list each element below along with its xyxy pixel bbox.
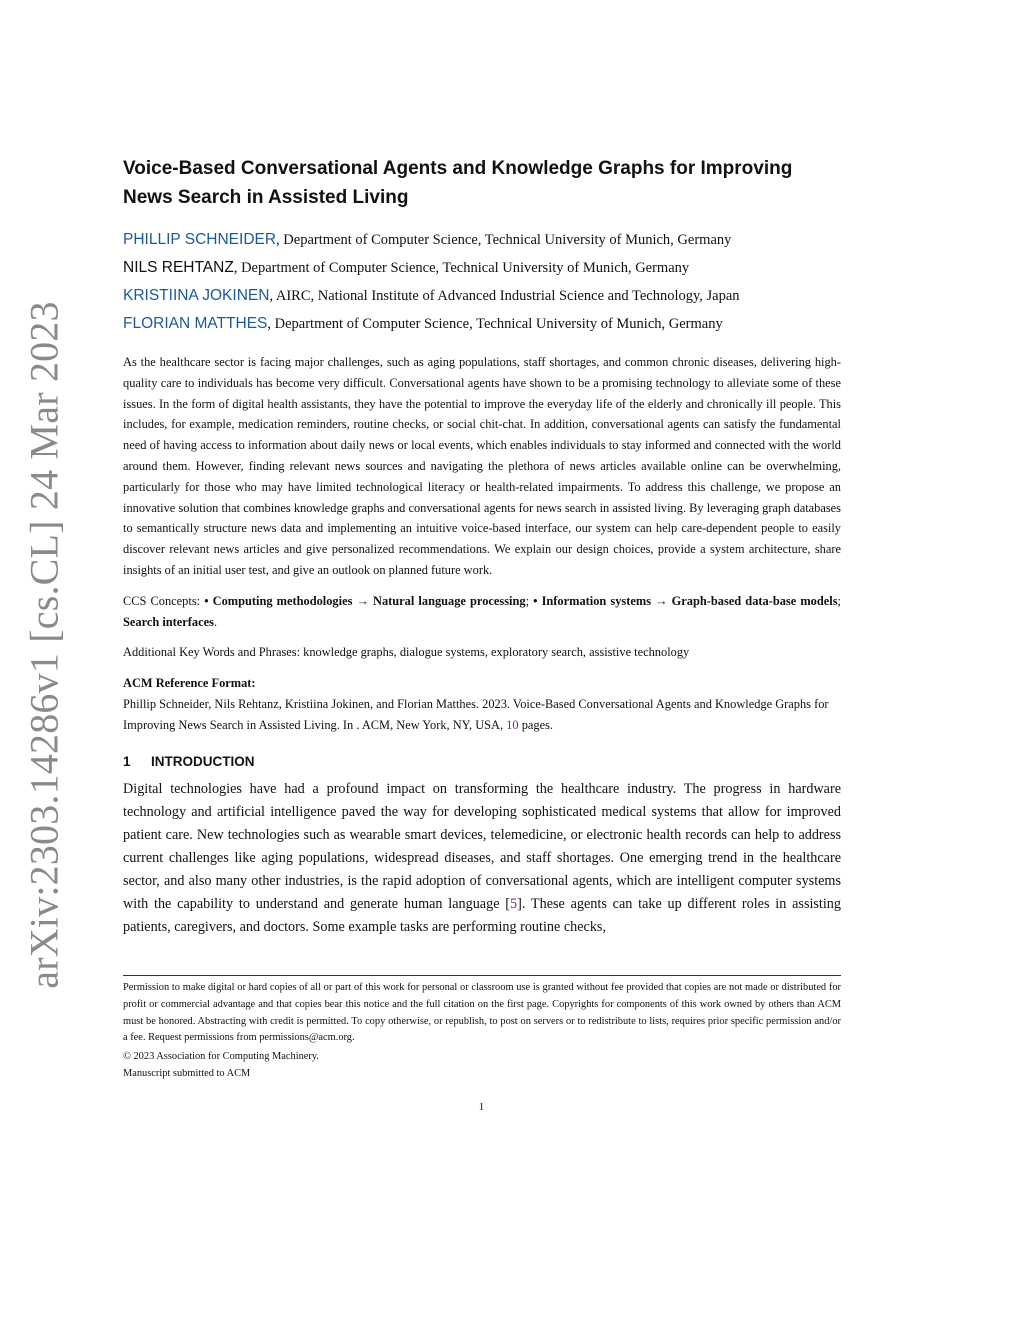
ccs-arrow: → bbox=[352, 593, 374, 608]
manuscript-notice: Manuscript submitted to ACM bbox=[123, 1067, 251, 1079]
permission-notice: Permission to make digital or hard copies of all or part of this work for personal or classroom use is granted without fee provided that copies are not made or distributed for profit or commercial advantage and that copies bear this notice and the full citation on the first page. Copyrights for components of this work owned by others than ACM must be honored. Abstracting with credit is permitted. To copy otherwise, or republish, to post on servers or to redistribute to lists, requires prior specific permission and/or a fee. Request permissions from permissions@acm.org. bbox=[123, 982, 841, 1044]
copyright-notice: © 2023 Association for Computing Machinery. bbox=[123, 1051, 319, 1063]
section-heading bbox=[123, 752, 841, 772]
paper-title-line-1: Voice-Based Conversational Agents and Knowledge Graphs for Improving bbox=[123, 158, 793, 179]
reference-format-heading: ACM Reference Format: bbox=[123, 676, 256, 691]
arxiv-identifier-stamp: arXiv:2303.14286v1 [cs.CL] 24 Mar 2023 bbox=[21, 301, 67, 989]
ccs-label: CCS Concepts: bbox=[123, 593, 205, 608]
author-affiliation: , Department of Computer Science, Technical University of Munich, Germany bbox=[267, 316, 723, 332]
intro-text: Digital technologies have had a profound impact on transforming the healthcare industry. The progress in hardware technology and artificial intelligence paved the way for developing sophisticated medical systems that allow for improved patient care. New technologies such as wearable smart devices, telemedicine, or electronic health records can help to address current challenges like aging populations, widespread diseases, and staff shortages. One emerging trend in the healthcare sector, and also many other industries, is the rapid adoption of conversational agents, which are intelligent computer systems with the capability to understand and generate human language [ bbox=[123, 780, 841, 912]
author-name: NILS REHTANZ bbox=[123, 259, 234, 276]
copyright-footnote bbox=[123, 975, 841, 1083]
section-title: INTRODUCTION bbox=[151, 753, 255, 769]
ccs-separator: ; bbox=[525, 593, 534, 608]
citation-link[interactable]: 5 bbox=[510, 895, 518, 912]
reference-format bbox=[123, 694, 841, 736]
keywords bbox=[123, 642, 841, 663]
ccs-term-1: Natural language processing bbox=[373, 593, 526, 608]
author-entry bbox=[123, 282, 841, 310]
ccs-separator: ; bbox=[837, 593, 841, 608]
intro-text-continued: ]. These agents can take up different roles in assisting patients, caregivers, and doctors. Some example tasks are performing routine checks, bbox=[123, 895, 841, 935]
ccs-concept-2: • Information systems bbox=[533, 593, 652, 608]
ccs-concepts bbox=[123, 591, 841, 633]
paper-first-page bbox=[123, 154, 841, 939]
author-affiliation: , Department of Computer Science, Technical University of Munich, Germany bbox=[276, 232, 732, 248]
author-name-link[interactable]: KRISTIINA JOKINEN bbox=[123, 287, 270, 304]
ccs-concept-1: • Computing methodologies bbox=[204, 593, 353, 608]
page-number: 1 bbox=[478, 1101, 485, 1113]
reference-text: Phillip Schneider, Nils Rehtanz, Kristiina Jokinen, and Florian Matthes. 2023. Voice-Based Conversational Agents and Knowledge Graphs for Improving News Search in Assisted Living. In . ACM, New York, NY, USA, bbox=[123, 696, 829, 732]
author-entry bbox=[123, 310, 841, 338]
keywords-text: knowledge graphs, dialogue systems, exploratory search, assistive technology bbox=[303, 645, 690, 660]
ccs-arrow: → bbox=[651, 593, 672, 608]
author-list bbox=[123, 226, 841, 338]
reference-suffix: pages. bbox=[518, 717, 554, 732]
author-entry bbox=[123, 254, 841, 282]
paper-title bbox=[123, 154, 841, 212]
author-name-link[interactable]: PHILLIP SCHNEIDER bbox=[123, 231, 277, 248]
author-name-link[interactable]: FLORIAN MATTHES bbox=[123, 315, 268, 332]
paper-title-line-2: News Search in Assisted Living bbox=[123, 187, 409, 208]
author-affiliation: , Department of Computer Science, Technical University of Munich, Germany bbox=[233, 260, 690, 276]
keywords-label: Additional Key Words and Phrases: bbox=[123, 645, 304, 660]
ccs-term-3: Search interfaces bbox=[123, 614, 214, 629]
introduction-paragraph bbox=[123, 778, 841, 939]
section-number: 1 bbox=[123, 753, 131, 769]
author-affiliation: , AIRC, National Institute of Advanced Industrial Science and Technology, Japan bbox=[269, 288, 740, 304]
page-count-link[interactable]: 10 bbox=[506, 717, 519, 732]
ccs-term-2: Graph-based data-base models bbox=[671, 593, 838, 608]
author-entry bbox=[123, 226, 841, 254]
ccs-end: . bbox=[213, 614, 218, 629]
abstract: As the healthcare sector is facing major challenges, such as aging populations, staff shortages, and common chronic diseases, delivering high-quality care to individuals has become very difficult. Conversational agents have shown to be a promising technology to alleviate some of these issues. In the form of digital health assistants, they have the potential to improve the everyday life of the elderly and chronically ill people. This includes, for example, medication reminders, routine checks, or social chit-chat. In addition, conversational agents can satisfy the fundamental need of having access to information about daily news or local events, which enables individuals to stay informed and connected with the world around them. However, finding relevant news sources and navigating the plethora of news articles available online can be overwhelming, particularly for those who may have limited technological literacy or health-related impairments. To address this challenge, we propose an innovative solution that combines knowledge graphs and conversational agents for news search in assisted living. By leveraging graph databases to semantically structure news data and implementing an intuitive voice-based interface, our system can help care-dependent people to easily discover relevant news articles and give personalized recommendations. We explain our design choices, provide a system architecture, share insights of an initial user test, and give an outlook on planned future work. bbox=[123, 355, 841, 577]
